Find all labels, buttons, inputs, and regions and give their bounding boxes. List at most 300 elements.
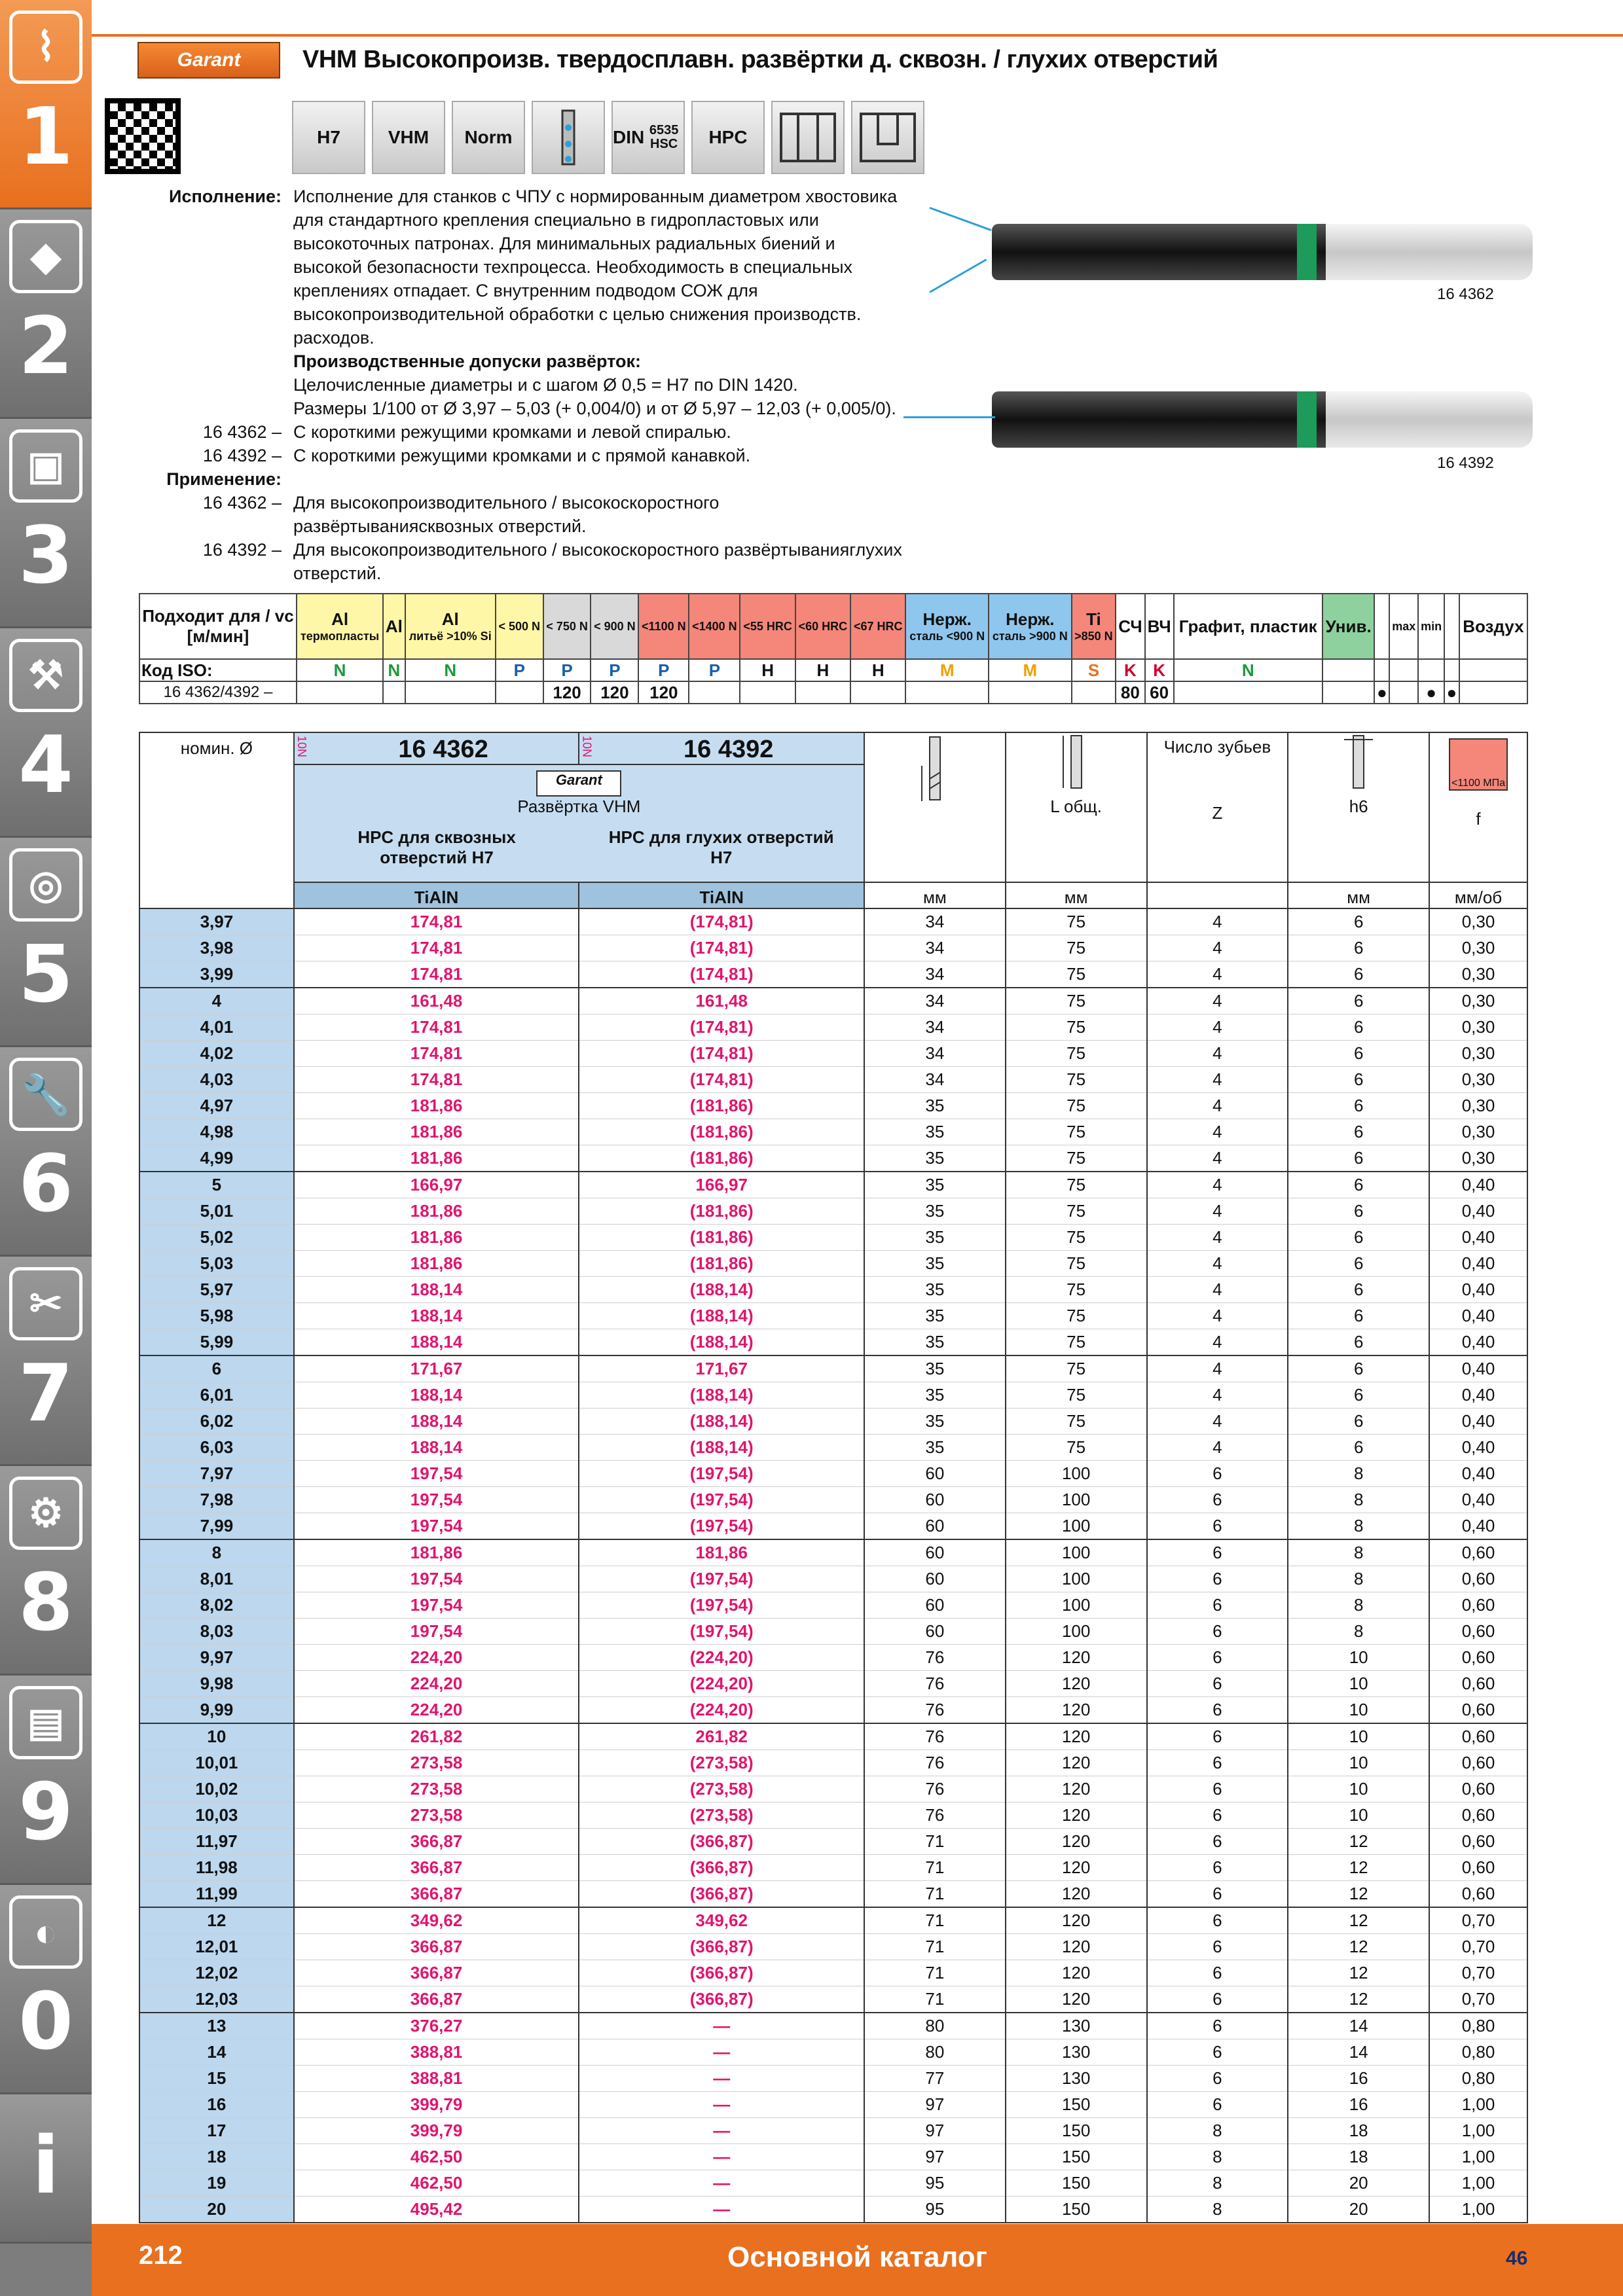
chapter-number: 1 (18, 92, 73, 183)
price-164392-cell[interactable]: (174,81) (579, 908, 864, 935)
price-164362-cell[interactable]: 197,54 (294, 1592, 579, 1619)
price-164392-cell[interactable]: (188,14) (579, 1382, 864, 1408)
price-164392-cell[interactable]: (197,54) (579, 1487, 864, 1513)
diameter-cell: 8,03 (139, 1619, 294, 1645)
price-164362-cell[interactable]: 188,14 (294, 1303, 579, 1329)
price-164362-cell[interactable]: 181,86 (294, 1251, 579, 1277)
price-164392-cell[interactable]: (181,86) (579, 1251, 864, 1277)
chapter-number: 7 (18, 1348, 73, 1439)
price-164362-cell[interactable]: 273,58 (294, 1803, 579, 1829)
price-164362-cell[interactable]: 462,50 (294, 2170, 579, 2197)
cutting-speed-value: 60 (1145, 681, 1174, 704)
price-164392-cell[interactable]: (366,87) (579, 1855, 864, 1881)
description-label: Исполнение: (169, 187, 282, 206)
table-row[interactable] (139, 1829, 1527, 1855)
chapter-tab-2[interactable] (0, 209, 92, 419)
diameter-cell: 3,98 (139, 935, 294, 961)
price-164362-cell[interactable]: 366,87 (294, 1855, 579, 1881)
cut-length-cell: 71 (864, 1855, 1006, 1881)
table-row[interactable] (139, 1382, 1527, 1408)
table-row[interactable] (139, 2066, 1527, 2092)
total-length-cell: 75 (1006, 1277, 1147, 1303)
cut-length-cell: 76 (864, 1750, 1006, 1776)
teeth-cell: 6 (1147, 1881, 1288, 1908)
chapter-icon: ✂ (9, 1267, 82, 1340)
price-164362-cell[interactable]: 197,54 (294, 1513, 579, 1540)
price-164392-cell[interactable]: (181,86) (579, 1145, 864, 1172)
table-row[interactable] (139, 1067, 1527, 1093)
cutting-speed-value (689, 681, 740, 704)
feed-cell: 0,30 (1429, 935, 1527, 961)
chapter-tab-i[interactable] (0, 2094, 92, 2244)
price-164392-cell[interactable]: 181,86 (579, 1539, 864, 1566)
price-164362-cell[interactable]: 174,81 (294, 1014, 579, 1041)
price-164362-cell[interactable]: 399,79 (294, 2092, 579, 2118)
table-row[interactable] (139, 2013, 1527, 2039)
iso-code: K (1145, 659, 1174, 681)
cut-length-cell: 34 (864, 1067, 1006, 1093)
total-length-cell: 100 (1006, 1513, 1147, 1540)
price-164392-cell[interactable]: (181,86) (579, 1198, 864, 1225)
table-row[interactable] (139, 1566, 1527, 1592)
table-row[interactable] (139, 1513, 1527, 1540)
price-164392-cell[interactable]: 166,97 (579, 1172, 864, 1198)
shank-cell: 6 (1288, 1014, 1429, 1041)
table-row[interactable] (139, 1277, 1527, 1303)
iso-code: N (1174, 659, 1322, 681)
feed-cell: 0,40 (1429, 1198, 1527, 1225)
teeth-cell: 4 (1147, 908, 1288, 935)
table-row[interactable] (139, 2170, 1527, 2197)
feed-cell: 0,70 (1429, 1960, 1527, 1986)
price-164362-cell[interactable]: 197,54 (294, 1619, 579, 1645)
total-length-cell: 120 (1006, 1697, 1147, 1724)
cutting-speed-value (905, 681, 989, 704)
diameter-cell: 5,03 (139, 1251, 294, 1277)
table-row[interactable] (139, 1697, 1527, 1724)
diameter-cell: 6,02 (139, 1408, 294, 1435)
diameter-cell: 5,98 (139, 1303, 294, 1329)
cut-length-cell: 35 (864, 1251, 1006, 1277)
qr-code-icon[interactable] (105, 98, 181, 174)
price-164362-cell[interactable]: 181,86 (294, 1225, 579, 1251)
cut-length-cell: 76 (864, 1697, 1006, 1724)
description-text: Исполнение для станков с ЧПУ с нормированным диаметром хвостовика для стандартного крепления специально в гидропластовых или высокоточных патронах. Для минимальных радиальных биений и высокой безопасности техпроцесса. Необходимость в специальных креплениях отпадает. С внутренним подводом СОЖ для высокопроизводительной обработки с целью снижения производств. расходов. (293, 187, 898, 348)
table-row[interactable] (139, 1408, 1527, 1435)
table-row[interactable] (139, 1539, 1527, 1566)
diameter-cell: 15 (139, 2066, 294, 2092)
price-164362-cell[interactable]: 366,87 (294, 1829, 579, 1855)
chapter-tab-5[interactable] (0, 838, 92, 1047)
table-row[interactable] (139, 2144, 1527, 2170)
price-164362-cell[interactable]: 388,81 (294, 2039, 579, 2066)
price-164362-cell[interactable]: 197,54 (294, 1461, 579, 1487)
price-164362-cell[interactable]: 495,42 (294, 2197, 579, 2223)
symbol-icon (532, 101, 605, 174)
table-row[interactable] (139, 1645, 1527, 1671)
table-row[interactable] (139, 1619, 1527, 1645)
price-164392-cell[interactable]: (188,14) (579, 1303, 864, 1329)
price-164362-cell[interactable]: 181,86 (294, 1198, 579, 1225)
chapter-number: 4 (18, 720, 73, 811)
symbol-icon: Norm (452, 101, 525, 174)
price-164362-cell[interactable]: 349,62 (294, 1907, 579, 1934)
price-164392-cell[interactable]: (366,87) (579, 1934, 864, 1960)
price-164392-cell[interactable]: — (579, 2013, 864, 2039)
shank-cell: 20 (1288, 2197, 1429, 2223)
description-row (151, 467, 903, 491)
table-row[interactable] (139, 2118, 1527, 2144)
material-cell: <1400 N (689, 594, 740, 659)
price-164392-cell[interactable]: (174,81) (579, 1041, 864, 1067)
price-164392-cell[interactable]: — (579, 2144, 864, 2170)
price-164392-cell[interactable]: (188,14) (579, 1435, 864, 1461)
price-164392-cell[interactable]: (188,14) (579, 1408, 864, 1435)
table-row[interactable] (139, 1172, 1527, 1198)
price-164392-cell[interactable]: (181,86) (579, 1093, 864, 1119)
teeth-cell: 8 (1147, 2144, 1288, 2170)
feed-cell: 0,60 (1429, 1829, 1527, 1855)
iso-code: M (989, 659, 1072, 681)
price-164362-cell[interactable]: 197,54 (294, 1566, 579, 1592)
material-cell: min (1418, 594, 1444, 659)
teeth-cell: 6 (1147, 2066, 1288, 2092)
total-length-cell: 120 (1006, 1671, 1147, 1697)
diameter-cell: 12,01 (139, 1934, 294, 1960)
table-row[interactable] (139, 1014, 1527, 1041)
table-row[interactable] (139, 908, 1527, 935)
chapter-icon: ⚒ (9, 639, 82, 712)
teeth-cell: 4 (1147, 1014, 1288, 1041)
shank-cell: 8 (1288, 1461, 1429, 1487)
cut-length-cell: 60 (864, 1539, 1006, 1566)
price-164362-cell[interactable]: 224,20 (294, 1645, 579, 1671)
feed-cell: 0,40 (1429, 1487, 1527, 1513)
diameter-cell: 10 (139, 1723, 294, 1750)
teeth-cell: 6 (1147, 2039, 1288, 2066)
price-164392-cell[interactable]: (273,58) (579, 1776, 864, 1803)
table-row[interactable] (139, 1592, 1527, 1619)
table-row[interactable] (139, 1487, 1527, 1513)
price-164362-cell[interactable]: 171,67 (294, 1355, 579, 1382)
cut-length-cell: 71 (864, 1907, 1006, 1934)
table-row[interactable] (139, 961, 1527, 988)
total-length-cell: 75 (1006, 1225, 1147, 1251)
price-164362-cell[interactable]: 366,87 (294, 1934, 579, 1960)
table-row[interactable] (139, 988, 1527, 1014)
price-164362-cell[interactable]: 174,81 (294, 961, 579, 988)
material-cell: Нерж. сталь >900 N (989, 594, 1072, 659)
price-164392-cell[interactable]: — (579, 2039, 864, 2066)
description-label: 16 4362 – (202, 493, 282, 512)
price-164362-cell[interactable]: 376,27 (294, 2013, 579, 2039)
table-row[interactable] (139, 1119, 1527, 1145)
total-length-cell: 130 (1006, 2013, 1147, 2039)
feed-cell: 0,80 (1429, 2013, 1527, 2039)
description-label: 16 4362 – (202, 422, 282, 442)
price-164392-cell[interactable]: (188,14) (579, 1277, 864, 1303)
table-row[interactable] (139, 1934, 1527, 1960)
feed-cell: 0,40 (1429, 1355, 1527, 1382)
price-164362-cell[interactable]: 224,20 (294, 1697, 579, 1724)
price-164362-cell[interactable]: 399,79 (294, 2118, 579, 2144)
price-164392-cell[interactable]: (224,20) (579, 1645, 864, 1671)
price-164362-cell[interactable]: 197,54 (294, 1487, 579, 1513)
total-length-cell: 120 (1006, 1803, 1147, 1829)
cut-length-cell: 60 (864, 1566, 1006, 1592)
teeth-cell: 6 (1147, 1776, 1288, 1803)
symbol-icon: DIN 6535 HSC (611, 101, 685, 174)
price-164362-cell[interactable]: 161,48 (294, 988, 579, 1014)
price-164392-cell[interactable]: (197,54) (579, 1513, 864, 1540)
price-164392-cell[interactable]: (273,58) (579, 1803, 864, 1829)
price-164392-cell[interactable]: (224,20) (579, 1697, 864, 1724)
feed-cell: 0,30 (1429, 1145, 1527, 1172)
shank-cell: 6 (1288, 1145, 1429, 1172)
price-164362-cell[interactable]: 174,81 (294, 935, 579, 961)
reamer-image-164362 (992, 224, 1529, 280)
shank-cell: 6 (1288, 961, 1429, 988)
price-164392-cell[interactable]: (197,54) (579, 1566, 864, 1592)
price-164392-cell[interactable]: — (579, 2197, 864, 2223)
teeth-cell: 6 (1147, 1592, 1288, 1619)
table-row[interactable] (139, 1750, 1527, 1776)
price-164362-cell[interactable]: 188,14 (294, 1277, 579, 1303)
cutting-speed-value (1389, 681, 1418, 704)
article-164392[interactable]: 16 4392 (684, 736, 774, 763)
table-row[interactable] (139, 1329, 1527, 1356)
price-164392-cell[interactable]: (181,86) (579, 1225, 864, 1251)
table-row[interactable] (139, 1093, 1527, 1119)
table-row[interactable] (139, 1986, 1527, 2013)
total-length-cell: 150 (1006, 2092, 1147, 2118)
price-164392-cell[interactable]: — (579, 2092, 864, 2118)
shank-cell: 6 (1288, 908, 1429, 935)
iso-code: S (1072, 659, 1116, 681)
teeth-cell: 4 (1147, 961, 1288, 988)
price-164362-cell[interactable]: 273,58 (294, 1776, 579, 1803)
steel-icon: <1100 МПа (1449, 738, 1508, 791)
table-row[interactable] (139, 935, 1527, 961)
table-row[interactable] (139, 2092, 1527, 2118)
price-164362-cell[interactable]: 181,86 (294, 1145, 579, 1172)
shank-cell: 16 (1288, 2092, 1429, 2118)
material-cell: < 900 N (591, 594, 638, 659)
price-164392-cell[interactable]: (174,81) (579, 961, 864, 988)
diameter-cell: 7,97 (139, 1461, 294, 1487)
table-row[interactable] (139, 1907, 1527, 1934)
table-row[interactable] (139, 1145, 1527, 1172)
total-length-cell: 150 (1006, 2118, 1147, 2144)
price-164362-cell[interactable]: 261,82 (294, 1723, 579, 1750)
price-164362-cell[interactable]: 188,14 (294, 1329, 579, 1356)
price-164392-cell[interactable]: (366,87) (579, 1960, 864, 1986)
cutting-speed-value (1072, 681, 1116, 704)
chapter-tab-0[interactable] (0, 1885, 92, 2094)
price-164362-cell[interactable]: 188,14 (294, 1382, 579, 1408)
table-row[interactable] (139, 1855, 1527, 1881)
teeth-cell: 4 (1147, 1435, 1288, 1461)
price-164392-cell[interactable]: — (579, 2170, 864, 2197)
arrow-icon (929, 207, 991, 231)
feed-cell: 0,70 (1429, 1986, 1527, 2013)
teeth-cell: 6 (1147, 1750, 1288, 1776)
col-length: L общ. (1006, 732, 1147, 882)
page-title: VHM Высокопроизв. твердосплавн. развёртки д. сквозн. / глухих отверстий (302, 46, 1218, 73)
col-diameter: номин. Ø (139, 732, 294, 908)
total-length-cell: 75 (1006, 1355, 1147, 1382)
teeth-cell: 4 (1147, 1041, 1288, 1067)
price-164392-cell[interactable]: 261,82 (579, 1723, 864, 1750)
feed-cell: 1,00 (1429, 2144, 1527, 2170)
feed-cell: 0,40 (1429, 1382, 1527, 1408)
table-row[interactable] (139, 1303, 1527, 1329)
price-164392-cell[interactable]: (197,54) (579, 1592, 864, 1619)
price-164392-cell[interactable]: 161,48 (579, 988, 864, 1014)
chapter-tab-1[interactable] (0, 0, 92, 209)
total-length-cell: 100 (1006, 1592, 1147, 1619)
teeth-cell: 6 (1147, 1539, 1288, 1566)
price-164362-cell[interactable]: 273,58 (294, 1750, 579, 1776)
price-164392-cell[interactable]: (366,87) (579, 1829, 864, 1855)
price-164362-cell[interactable]: 366,87 (294, 1960, 579, 1986)
material-cell: Al литьё >10% Si (405, 594, 496, 659)
chapter-tab-8[interactable] (0, 1466, 92, 1676)
table-row[interactable] (139, 1198, 1527, 1225)
price-164392-cell[interactable]: (197,54) (579, 1619, 864, 1645)
price-164392-cell[interactable]: (188,14) (579, 1329, 864, 1356)
shank-cell: 10 (1288, 1645, 1429, 1671)
price-164362-cell[interactable]: 366,87 (294, 1881, 579, 1908)
cut-length-cell: 35 (864, 1329, 1006, 1356)
feed-cell: 0,60 (1429, 1619, 1527, 1645)
price-164362-cell[interactable]: 174,81 (294, 908, 579, 935)
price-164392-cell[interactable]: — (579, 2066, 864, 2092)
price-164362-cell[interactable]: 181,86 (294, 1539, 579, 1566)
price-164362-cell[interactable]: 181,86 (294, 1093, 579, 1119)
article-164362[interactable]: 16 4362 (398, 736, 488, 763)
price-164392-cell[interactable]: — (579, 2118, 864, 2144)
table-row[interactable] (139, 1461, 1527, 1487)
diameter-cell: 5,99 (139, 1329, 294, 1356)
teeth-cell: 4 (1147, 1277, 1288, 1303)
price-164362-cell[interactable]: 188,14 (294, 1408, 579, 1435)
shank-cell: 12 (1288, 1907, 1429, 1934)
material-cell: < 500 N (496, 594, 543, 659)
teeth-cell: 6 (1147, 1671, 1288, 1697)
table-row[interactable] (139, 1251, 1527, 1277)
table-row[interactable] (139, 1225, 1527, 1251)
table-row[interactable] (139, 1355, 1527, 1382)
total-length-cell: 150 (1006, 2197, 1147, 2223)
chapter-icon: ▣ (9, 429, 82, 503)
chapter-tab-6[interactable] (0, 1047, 92, 1257)
iso-code (1389, 659, 1418, 681)
price-164392-cell[interactable]: (273,58) (579, 1750, 864, 1776)
teeth-cell: 6 (1147, 1487, 1288, 1513)
price-164362-cell[interactable]: 388,81 (294, 2066, 579, 2092)
chapter-sidebar (0, 0, 92, 2296)
price-164392-cell[interactable]: (174,81) (579, 935, 864, 961)
total-length-cell: 130 (1006, 2066, 1147, 2092)
price-164362-cell[interactable]: 366,87 (294, 1986, 579, 2013)
price-164392-cell[interactable]: (174,81) (579, 1014, 864, 1041)
page-number: 212 (139, 2241, 183, 2270)
cut-length-cell: 71 (864, 1829, 1006, 1855)
material-cell: Al (383, 594, 405, 659)
price-164362-cell[interactable]: 224,20 (294, 1671, 579, 1697)
price-164392-cell[interactable]: (366,87) (579, 1986, 864, 2013)
price-164362-cell[interactable]: 188,14 (294, 1435, 579, 1461)
chapter-tab-4[interactable] (0, 628, 92, 838)
price-164392-cell[interactable]: 349,62 (579, 1907, 864, 1934)
table-row[interactable] (139, 1723, 1527, 1750)
shank-cell: 6 (1288, 1225, 1429, 1251)
shank-cell: 6 (1288, 1198, 1429, 1225)
chapter-tab-3[interactable] (0, 419, 92, 628)
shank-cell: 8 (1288, 1539, 1429, 1566)
price-164392-cell[interactable]: (366,87) (579, 1881, 864, 1908)
shank-cell: 6 (1288, 1329, 1429, 1356)
iso-code: H (795, 659, 850, 681)
price-164362-cell[interactable]: 174,81 (294, 1067, 579, 1093)
price-164392-cell[interactable]: (181,86) (579, 1119, 864, 1145)
iso-code: N (383, 659, 405, 681)
cut-length-cell: 80 (864, 2039, 1006, 2066)
teeth-cell: 4 (1147, 1067, 1288, 1093)
diameter-cell: 8,01 (139, 1566, 294, 1592)
price-164362-cell[interactable]: 166,97 (294, 1172, 579, 1198)
teeth-cell: 6 (1147, 1907, 1288, 1934)
table-row[interactable] (139, 1671, 1527, 1697)
reamer-image-164392 (992, 391, 1533, 448)
table-row[interactable] (139, 2039, 1527, 2066)
price-164362-cell[interactable]: 174,81 (294, 1041, 579, 1067)
table-row[interactable] (139, 1960, 1527, 1986)
chapter-tab-7[interactable] (0, 1257, 92, 1466)
description-label (151, 373, 293, 397)
shank-cell: 6 (1288, 1277, 1429, 1303)
arrow-icon (929, 259, 987, 293)
table-row[interactable] (139, 1776, 1527, 1803)
price-164392-cell[interactable]: (224,20) (579, 1671, 864, 1697)
iso-code: P (591, 659, 638, 681)
description-text: Размеры 1/100 от Ø 3,97 – 5,03 (+ 0,004/0) и от Ø 5,97 – 12,03 (+ 0,005/0). (293, 399, 896, 418)
table-row[interactable] (139, 1803, 1527, 1829)
iso-code: H (850, 659, 905, 681)
feed-cell: 0,60 (1429, 1539, 1527, 1566)
table-row[interactable] (139, 1041, 1527, 1067)
table-row[interactable] (139, 2197, 1527, 2223)
table-row[interactable] (139, 1881, 1527, 1908)
shank-cell: 10 (1288, 1776, 1429, 1803)
total-length-cell: 75 (1006, 935, 1147, 961)
table-row[interactable] (139, 1435, 1527, 1461)
cut-length-cell: 76 (864, 1803, 1006, 1829)
price-164362-cell[interactable]: 181,86 (294, 1119, 579, 1145)
diameter-cell: 16 (139, 2092, 294, 2118)
teeth-cell: 4 (1147, 1225, 1288, 1251)
teeth-cell: 6 (1147, 1645, 1288, 1671)
price-164362-cell[interactable]: 462,50 (294, 2144, 579, 2170)
iso-code: P (689, 659, 740, 681)
garant-logo: Garant (137, 42, 280, 79)
price-164392-cell[interactable]: (174,81) (579, 1067, 864, 1093)
price-164392-cell[interactable]: 171,67 (579, 1355, 864, 1382)
col-shank: h6 (1288, 732, 1429, 882)
chapter-tab-9[interactable] (0, 1676, 92, 1885)
price-164392-cell[interactable]: (197,54) (579, 1461, 864, 1487)
